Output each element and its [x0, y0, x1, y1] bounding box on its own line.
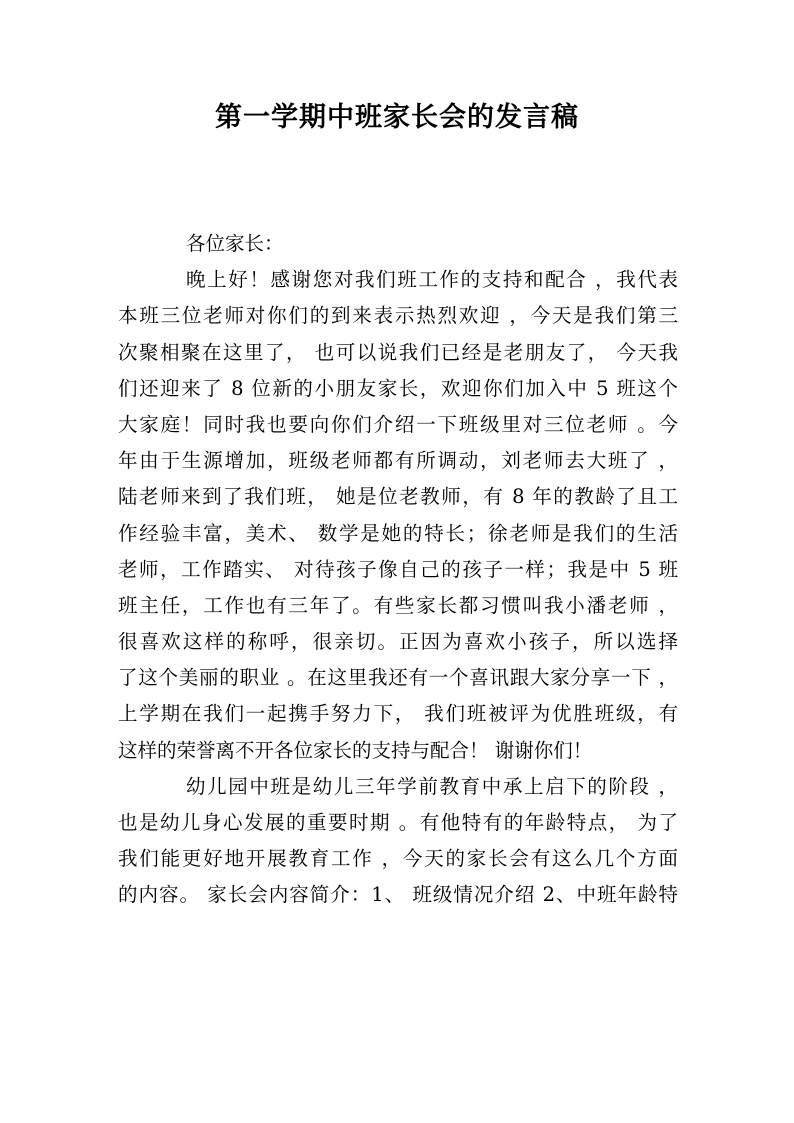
text-line: 大家庭！同时我也要向你们介绍一下班级里对三位老师 。今: [118, 412, 678, 436]
document-body: [118, 226, 678, 914]
text-line: 这样的荣誉离不开各位家长的支持与配合！ 谢谢你们！: [118, 738, 593, 762]
text-line: 幼儿园中班是幼儿三年学前教育中承上启下的阶段 ，: [186, 774, 678, 798]
text-line: 很喜欢这样的称呼，很亲切。正因为喜欢小孩子，所以选择: [118, 630, 678, 654]
text-line: 老师，工作踏实、 对待孩子像自己的孩子一样；我是中 5 班: [118, 557, 678, 581]
text-line: 们还迎来了 8 位新的小朋友家长，欢迎你们加入中 5 班这个: [118, 376, 678, 400]
text-line: 作经验丰富，美术、 数学是她的特长；徐老师是我们的生活: [118, 521, 678, 545]
text-line: 晚上好！感谢您对我们班工作的支持和配合 ，我代表: [186, 268, 678, 292]
text-line: 我们能更好地开展教育工作 ，今天的家长会有这么几个方面: [118, 847, 678, 871]
text-line: 上学期在我们一起携手努力下， 我们班被评为优胜班级，有: [118, 702, 678, 726]
text-line: 陆老师来到了我们班， 她是位老教师，有 8 年的教龄了且工: [118, 485, 678, 509]
document-title: 第一学期中班家长会的发言稿: [215, 102, 579, 133]
text-line: 了这个美丽的职业 。在这里我还有一个喜讯跟大家分享一下 ，: [118, 666, 678, 690]
text-line: 班主任，工作也有三年了。有些家长都习惯叫我小潘老师 ，: [118, 593, 678, 617]
paragraph-lines: [118, 262, 678, 913]
text-line: 本班三位老师对你们的到来表示热烈欢迎 ，今天是我们第三: [118, 304, 678, 328]
salutation: 各位家长：: [186, 232, 284, 255]
text-line: 也是幼儿身心发展的重要时期 。有他特有的年龄特点， 为了: [118, 811, 678, 834]
text-line: 次聚相聚在这里了， 也可以说我们已经是老朋友了， 今天我: [118, 340, 678, 364]
text-line: 年由于生源增加，班级老师都有所调动，刘老师去大班了 ，: [118, 449, 678, 473]
text-line: 的内容。 家长会内容简介：1、 班级情况介绍 2、中班年龄特: [118, 883, 678, 907]
